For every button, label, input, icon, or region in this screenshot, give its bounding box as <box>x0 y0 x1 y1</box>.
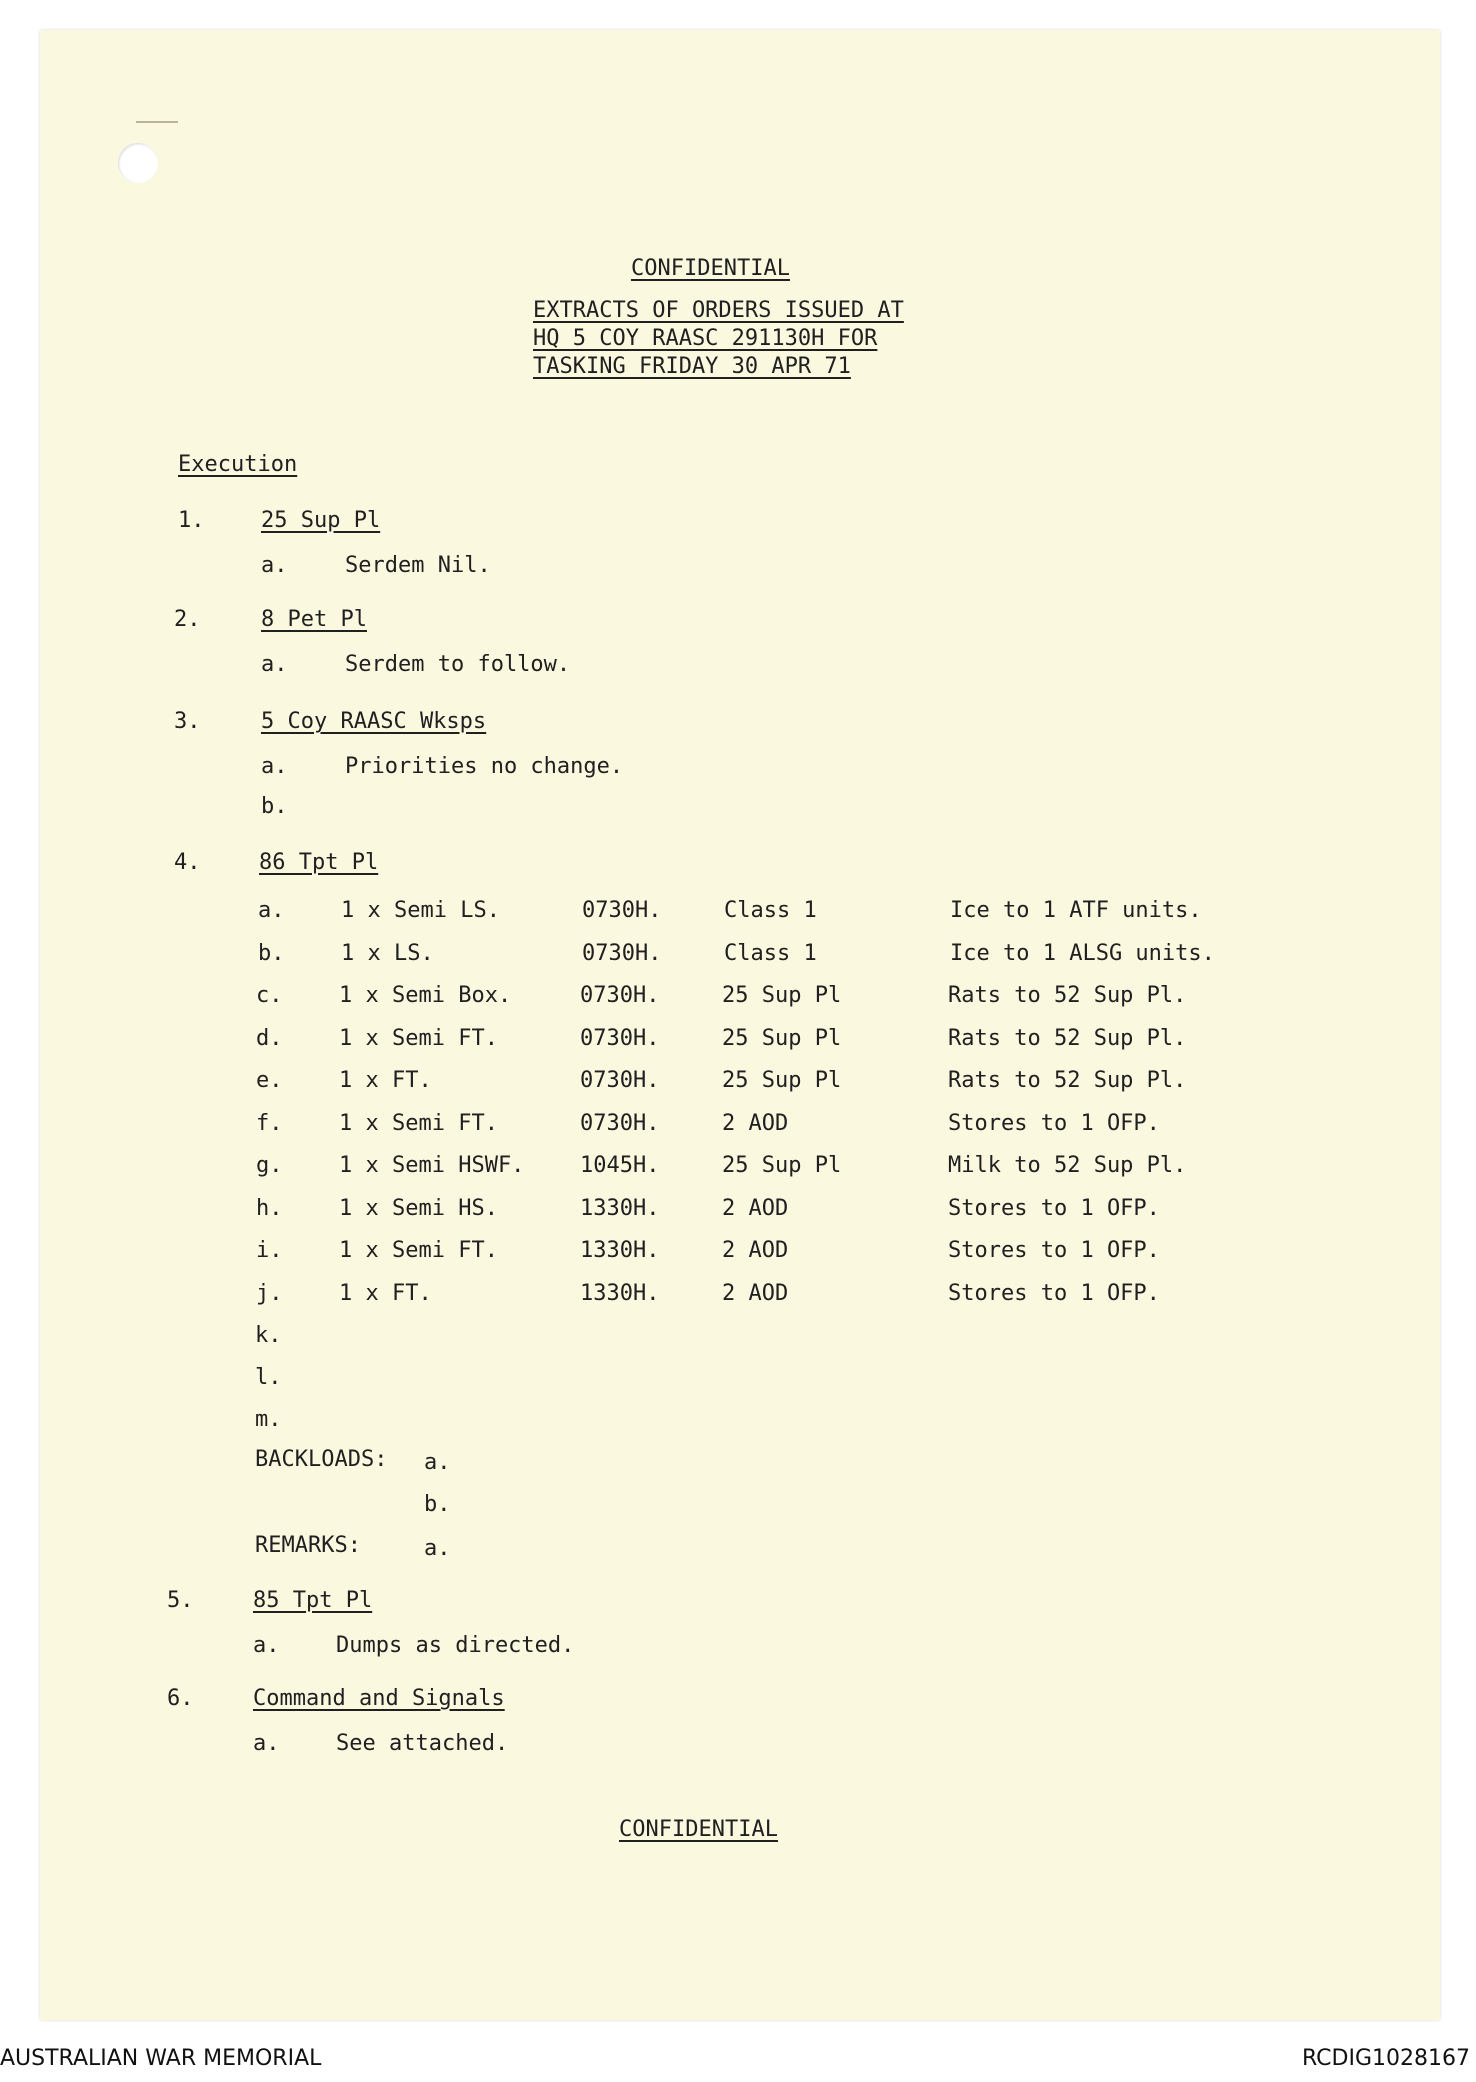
task-description: Milk to 52 Sup Pl. <box>948 1153 1187 1178</box>
task-from: Class 1 <box>724 898 817 923</box>
task-time: 0730H. <box>580 983 660 1008</box>
task-vehicle: 1 x Semi LS. <box>341 898 500 923</box>
task-time: 1330H. <box>580 1238 660 1263</box>
task-vehicle: 1 x LS. <box>341 941 434 966</box>
task-description: Stores to 1 OFP. <box>948 1196 1160 1221</box>
task-vehicle: 1 x Semi FT. <box>339 1238 498 1263</box>
backloads-label: BACKLOADS: <box>255 1447 388 1472</box>
task-letter: d. <box>256 1026 283 1051</box>
para-number: 5. <box>167 1588 194 1613</box>
task-letter: i. <box>256 1238 283 1263</box>
task-time: 0730H. <box>580 1026 660 1051</box>
task-description: Stores to 1 OFP. <box>948 1238 1160 1263</box>
para-number: 6. <box>167 1686 194 1711</box>
task-time: 0730H. <box>580 1068 660 1093</box>
empty-item-letter: k. <box>255 1323 282 1348</box>
task-from: 25 Sup Pl <box>722 1026 842 1051</box>
para-number: 3. <box>174 709 201 734</box>
task-time: 0730H. <box>582 941 662 966</box>
task-letter: f. <box>256 1111 283 1136</box>
task-vehicle: 1 x FT. <box>339 1281 432 1306</box>
task-time: 1045H. <box>580 1153 660 1178</box>
para-number: 4. <box>174 850 201 875</box>
classification-bottom: CONFIDENTIAL <box>619 1817 778 1842</box>
task-letter: c. <box>256 983 283 1008</box>
task-time: 1330H. <box>580 1196 660 1221</box>
task-from: 2 AOD <box>722 1196 789 1221</box>
footer-institution: AUSTRALIAN WAR MEMORIAL <box>0 2046 322 2071</box>
task-description: Stores to 1 OFP. <box>948 1281 1160 1306</box>
item-text: Dumps as directed. <box>336 1633 575 1658</box>
item-letter: a. <box>253 1633 280 1658</box>
task-description: Stores to 1 OFP. <box>948 1111 1160 1136</box>
task-from: 2 AOD <box>722 1238 789 1263</box>
remarks-letter: a. <box>424 1536 451 1561</box>
para-number: 2. <box>174 607 201 632</box>
empty-item-letter: m. <box>255 1407 282 1432</box>
item-letter: a. <box>261 754 288 779</box>
item-letter: a. <box>261 652 288 677</box>
title-line-2: HQ 5 COY RAASC 291130H FOR <box>533 326 878 351</box>
para-number: 1. <box>178 508 205 533</box>
backloads-letter: a. <box>424 1450 451 1475</box>
margin-mark <box>136 121 178 123</box>
task-time: 0730H. <box>582 898 662 923</box>
task-letter: a. <box>258 898 285 923</box>
punch-hole <box>118 143 158 183</box>
task-vehicle: 1 x Semi HS. <box>339 1196 498 1221</box>
para-title: 8 Pet Pl <box>261 607 367 632</box>
task-letter: g. <box>256 1153 283 1178</box>
item-text: Serdem Nil. <box>345 553 491 578</box>
task-from: Class 1 <box>724 941 817 966</box>
item-text: See attached. <box>336 1731 509 1756</box>
item-text: Priorities no change. <box>345 754 624 779</box>
para-title: 5 Coy RAASC Wksps <box>261 709 487 734</box>
task-description: Rats to 52 Sup Pl. <box>948 983 1187 1008</box>
classification-top: CONFIDENTIAL <box>631 256 790 281</box>
task-vehicle: 1 x Semi Box. <box>339 983 512 1008</box>
item-text: Serdem to follow. <box>345 652 571 677</box>
task-vehicle: 1 x Semi HSWF. <box>339 1153 525 1178</box>
task-from: 25 Sup Pl <box>722 983 842 1008</box>
para-title: Command and Signals <box>253 1686 505 1711</box>
task-from: 2 AOD <box>722 1281 789 1306</box>
task-description: Rats to 52 Sup Pl. <box>948 1068 1187 1093</box>
item-letter: a. <box>253 1731 280 1756</box>
task-from: 25 Sup Pl <box>722 1153 842 1178</box>
para-title: 85 Tpt Pl <box>253 1588 373 1613</box>
title-line-3: TASKING FRIDAY 30 APR 71 <box>533 354 851 379</box>
empty-item-letter: l. <box>255 1365 282 1390</box>
task-time: 0730H. <box>580 1111 660 1136</box>
task-vehicle: 1 x Semi FT. <box>339 1111 498 1136</box>
section-heading: Execution <box>178 452 298 477</box>
backloads-letter: b. <box>424 1492 451 1517</box>
task-letter: h. <box>256 1196 283 1221</box>
para-title: 25 Sup Pl <box>261 508 381 533</box>
task-letter: e. <box>256 1068 283 1093</box>
task-from: 25 Sup Pl <box>722 1068 842 1093</box>
item-letter: a. <box>261 553 288 578</box>
task-letter: b. <box>258 941 285 966</box>
para-title: 86 Tpt Pl <box>259 850 379 875</box>
title-line-1: EXTRACTS OF ORDERS ISSUED AT <box>533 298 904 323</box>
task-description: Rats to 52 Sup Pl. <box>948 1026 1187 1051</box>
footer-record-id: RCDIG1028167 <box>1301 2046 1470 2071</box>
task-time: 1330H. <box>580 1281 660 1306</box>
task-description: Ice to 1 ATF units. <box>950 898 1202 923</box>
task-vehicle: 1 x FT. <box>339 1068 432 1093</box>
remarks-label: REMARKS: <box>255 1533 361 1558</box>
task-description: Ice to 1 ALSG units. <box>950 941 1215 966</box>
task-letter: j. <box>256 1281 283 1306</box>
task-from: 2 AOD <box>722 1111 789 1136</box>
item-letter: b. <box>261 794 288 819</box>
task-vehicle: 1 x Semi FT. <box>339 1026 498 1051</box>
